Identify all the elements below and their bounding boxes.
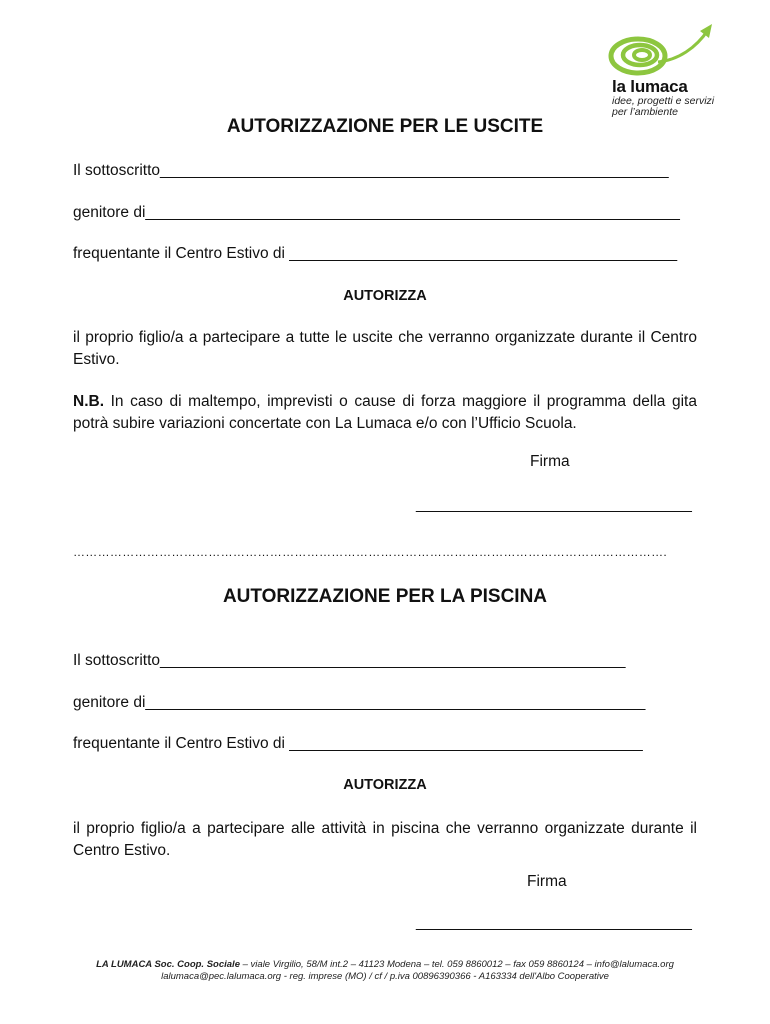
section2-signature-line[interactable]: ________________________________: [416, 914, 692, 931]
logo-name: la lumaca: [612, 77, 688, 96]
snail-swirl-icon: [608, 22, 730, 82]
logo-tagline-line-1: idee, progetti e servizi: [612, 95, 715, 107]
page-footer: [0, 959, 770, 983]
nb-text: In caso di maltempo, imprevisti o cause di forza maggiore il programma della gita potrà subire variazioni concertate con La Lumaca e/o con l’Ufficio Scuola.: [73, 393, 697, 432]
section1-autorizza: AUTORIZZA: [343, 288, 427, 304]
section2-paragraph: il proprio figlio/a a partecipare alle attività in piscina che verranno organizzate durante il Centro Estivo.: [73, 820, 697, 859]
logo-tagline-line-2: per l’ambiente: [612, 106, 678, 118]
section1-sottoscritto-field[interactable]: Il sottoscritto___________________________________________________________: [73, 162, 669, 179]
footer-line-1: [0, 959, 770, 971]
section1-paragraph: il proprio figlio/a a partecipare a tutte le uscite che verranno organizzate durante il Centro Estivo.: [73, 329, 697, 368]
section1-title: AUTORIZZAZIONE PER LE USCITE: [226, 116, 544, 137]
section1-frequentante-field[interactable]: frequentante il Centro Estivo di _____________________________________________: [73, 245, 678, 262]
section2-autorizza: AUTORIZZA: [343, 777, 427, 793]
nb-label: N.B.: [73, 393, 104, 410]
section2-genitore-field[interactable]: genitore di__________________________________________________________: [73, 694, 646, 711]
section1-signature-line[interactable]: ________________________________: [416, 496, 692, 513]
section2-frequentante-field[interactable]: frequentante il Centro Estivo di _________________________________________: [73, 735, 643, 752]
section1-note: [73, 391, 697, 435]
section1-genitore-field[interactable]: genitore di______________________________________________________________: [73, 204, 680, 221]
footer-line-2: lalumaca@pec.lalumaca.org - reg. imprese (MO) / cf / p.iva 00896390366 - A163334 dell'Albo Cooperative: [161, 971, 609, 982]
section1-firma-label: Firma: [530, 453, 570, 470]
section2-title: AUTORIZZAZIONE PER LA PISCINA: [222, 586, 548, 607]
company-logo: [608, 22, 730, 122]
footer-address: – viale Virgilio, 58/M int.2 – 41123 Modena – tel. 059 8860012 – fax 059 8860124 – info@lalumaca.org: [239, 959, 674, 970]
cut-separator: ……………………………………………………………………………………………………………………………….: [73, 545, 668, 559]
footer-company: LA LUMACA Soc. Coop. Sociale: [96, 959, 240, 970]
section2-firma-label: Firma: [527, 873, 567, 890]
logo-tagline: [612, 96, 714, 118]
section2-sottoscritto-field[interactable]: Il sottoscritto______________________________________________________: [73, 652, 626, 669]
